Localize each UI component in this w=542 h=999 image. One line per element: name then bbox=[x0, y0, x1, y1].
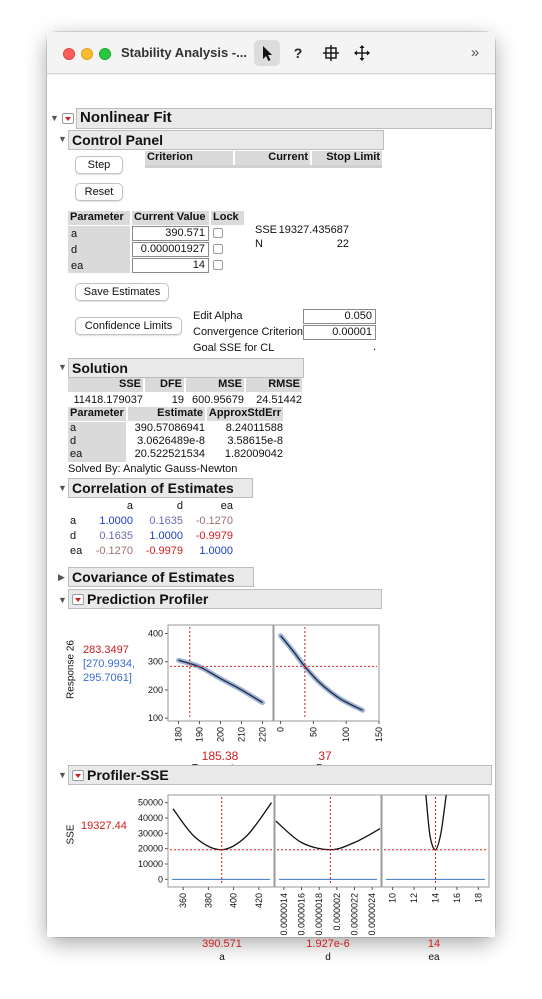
y-tick-label: 400 bbox=[147, 628, 163, 639]
corr-row-name: ea bbox=[70, 545, 83, 557]
ea-current-value[interactable]: 14 bbox=[427, 938, 441, 950]
corr-col-header: a bbox=[126, 500, 133, 512]
confidence-limits-button[interactable]: Confidence Limits bbox=[75, 317, 182, 335]
disclosure-open-icon[interactable]: ▼ bbox=[58, 770, 67, 780]
x-tick-label: 210 bbox=[236, 727, 247, 743]
plot-frame bbox=[274, 625, 379, 721]
solved-by-text: Solved By: Analytic Gauss-Newton bbox=[68, 463, 238, 475]
x-tick-label: 0.0000016 bbox=[296, 893, 307, 936]
disclosure-open-icon[interactable]: ▼ bbox=[58, 483, 67, 493]
d-axis-label: d bbox=[325, 952, 331, 963]
predicted-ci-high: 295.7061] bbox=[83, 672, 132, 684]
corr-row-name: d bbox=[70, 530, 77, 542]
report-content bbox=[47, 75, 495, 963]
current-value-header: Current Value bbox=[132, 211, 209, 225]
y-tick-label: 50000 bbox=[137, 797, 163, 808]
edit-alpha-label: Edit Alpha bbox=[193, 310, 243, 322]
edit-alpha-input[interactable]: 0.050 bbox=[303, 309, 376, 324]
x-tick-label: 100 bbox=[341, 727, 352, 743]
y-tick-label: 200 bbox=[147, 684, 163, 695]
parameter-col-header: Parameter bbox=[68, 407, 126, 421]
nonlinear-fit-header[interactable]: Nonlinear Fit bbox=[76, 108, 492, 129]
corr-value: 0.1635 bbox=[149, 515, 183, 527]
x-tick-label: 0.0000018 bbox=[314, 893, 325, 936]
move-icon[interactable] bbox=[349, 40, 375, 66]
response-ylabel: Response 26 bbox=[65, 640, 77, 699]
y-tick-label: 0 bbox=[157, 874, 163, 885]
profiler-sse-header[interactable]: Profiler-SSE bbox=[68, 765, 492, 785]
mse-col-header: MSE bbox=[186, 378, 244, 392]
temperature-current-value[interactable]: 185.38 bbox=[201, 749, 239, 763]
disclosure-open-icon[interactable]: ▼ bbox=[58, 362, 67, 372]
plot-frame bbox=[275, 795, 381, 887]
x-tick-label: 180 bbox=[173, 727, 184, 743]
convergence-criterion-input[interactable]: 0.00001 bbox=[303, 325, 376, 340]
stderr-value: 3.58615e-8 bbox=[227, 435, 283, 447]
x-tick-label: 400 bbox=[228, 893, 239, 909]
param-a-input[interactable]: 390.571 bbox=[132, 226, 209, 241]
criterion-header: Criterion bbox=[145, 151, 233, 165]
zoom-window-button[interactable] bbox=[99, 48, 111, 60]
lock-header: Lock bbox=[211, 211, 244, 225]
corr-col-header: ea bbox=[220, 500, 233, 512]
param-name: d bbox=[71, 244, 78, 256]
estimate-name: d bbox=[70, 435, 77, 447]
title-bar bbox=[47, 32, 495, 74]
current-header: Current bbox=[235, 151, 310, 165]
plot-frame bbox=[168, 625, 273, 721]
day-current-value[interactable]: 37 bbox=[318, 749, 332, 763]
x-tick-label: 10 bbox=[387, 893, 398, 904]
x-tick-label: 18 bbox=[473, 893, 484, 904]
more-toolbar-icon[interactable]: » bbox=[470, 44, 480, 61]
rmse-col-header: RMSE bbox=[246, 378, 302, 392]
a-axis-label: a bbox=[219, 952, 225, 963]
y-tick-label: 40000 bbox=[137, 813, 163, 823]
x-tick-label: 0.0000014 bbox=[278, 893, 289, 936]
corr-value: 1.0000 bbox=[149, 530, 183, 542]
covariance-header[interactable]: Covariance of Estimates bbox=[68, 567, 254, 587]
ea-axis-label: ea bbox=[428, 952, 440, 963]
estimate-value: 390.57086941 bbox=[134, 422, 205, 434]
y-tick-label: 100 bbox=[147, 713, 163, 724]
close-window-button[interactable] bbox=[63, 48, 75, 60]
sse-ylabel: SSE bbox=[65, 824, 77, 845]
y-tick-label: 300 bbox=[147, 656, 163, 667]
stderr-value: 8.24011588 bbox=[225, 422, 283, 434]
goal-sse-label: Goal SSE for CL bbox=[193, 342, 275, 354]
param-name: ea bbox=[71, 260, 84, 272]
save-estimates-button[interactable]: Save Estimates bbox=[75, 283, 169, 301]
goal-sse-value: . bbox=[372, 341, 376, 353]
estimate-col-header: Estimate bbox=[128, 407, 205, 421]
disclosure-open-icon[interactable]: ▼ bbox=[58, 595, 67, 605]
y-tick-label: 10000 bbox=[137, 859, 163, 869]
corr-value: 1.0000 bbox=[199, 545, 233, 557]
window-title: Stability Analysis -... bbox=[121, 45, 247, 60]
x-tick-label: 220 bbox=[257, 727, 268, 743]
x-tick-label: 420 bbox=[253, 893, 264, 909]
y-tick-label: 20000 bbox=[137, 843, 163, 854]
stderr-col-header: ApproxStdErr bbox=[208, 407, 281, 419]
param-d-input[interactable]: 0.000001927 bbox=[132, 242, 209, 257]
x-tick-label: 380 bbox=[203, 893, 214, 909]
n-label: N bbox=[255, 238, 263, 250]
corr-value: -0.1270 bbox=[95, 545, 133, 557]
y-tick-label: 30000 bbox=[137, 828, 163, 839]
param-name: a bbox=[71, 228, 78, 240]
sse-value: 11418.179037 bbox=[73, 394, 143, 406]
step-button[interactable]: Step bbox=[75, 156, 123, 174]
corr-value: -0.1270 bbox=[195, 515, 233, 527]
parameter-header: Parameter bbox=[68, 211, 130, 225]
correlation-header[interactable]: Correlation of Estimates bbox=[68, 478, 253, 498]
x-tick-label: 14 bbox=[430, 893, 441, 904]
dfe-col-header: DFE bbox=[145, 378, 184, 392]
estimate-value: 3.0626489e-8 bbox=[137, 435, 205, 447]
x-tick-label: 0.0000024 bbox=[367, 893, 378, 936]
sse-ylabel-wrap bbox=[65, 815, 79, 855]
x-tick-label: 0.0000022 bbox=[349, 893, 360, 936]
estimate-name: a bbox=[70, 422, 77, 434]
control-panel-header[interactable]: Control Panel bbox=[68, 130, 384, 150]
x-tick-label: 50 bbox=[308, 727, 319, 738]
x-tick-label: 150 bbox=[374, 727, 384, 743]
help-icon[interactable]: ? bbox=[293, 45, 303, 61]
x-tick-label: 0.000002 bbox=[331, 893, 342, 931]
n-value: 22 bbox=[336, 238, 349, 250]
corr-col-header: d bbox=[176, 500, 183, 512]
corr-value: -0.9979 bbox=[145, 545, 183, 557]
d-current-value[interactable]: 1.927e-6 bbox=[306, 938, 350, 950]
plot-frame bbox=[168, 795, 274, 887]
rmse-value: 24.51442 bbox=[256, 394, 302, 406]
predicted-ci-low: [270.9934, bbox=[83, 658, 135, 670]
dfe-value: 19 bbox=[171, 394, 184, 406]
x-tick-label: 16 bbox=[451, 893, 462, 904]
disclosure-open-icon[interactable]: ▼ bbox=[50, 113, 59, 123]
x-tick-label: 190 bbox=[194, 727, 205, 743]
x-tick-label: 12 bbox=[409, 893, 420, 904]
param-ea-input[interactable]: 14 bbox=[132, 258, 209, 273]
a-current-value[interactable]: 390.571 bbox=[202, 938, 242, 950]
estimate-value: 20.522521534 bbox=[134, 448, 205, 460]
convergence-criterion-label: Convergence Criterion bbox=[193, 326, 304, 338]
corr-value: -0.9979 bbox=[195, 530, 233, 542]
x-tick-label: 200 bbox=[215, 727, 226, 743]
sse-current-value: 19327.44 bbox=[81, 820, 127, 832]
mse-value: 600.95679 bbox=[192, 394, 244, 406]
red-triangle-menu-icon[interactable] bbox=[72, 770, 84, 781]
corr-value: 1.0000 bbox=[99, 515, 133, 527]
predicted-value: 283.3497 bbox=[83, 644, 129, 656]
app-window bbox=[47, 32, 495, 963]
reset-button[interactable]: Reset bbox=[75, 183, 123, 201]
sse-label: SSE bbox=[255, 224, 278, 236]
corr-value: 0.1635 bbox=[99, 530, 133, 542]
selection-icon[interactable] bbox=[318, 40, 344, 66]
prediction-profiler-header[interactable]: Prediction Profiler bbox=[68, 589, 382, 609]
sse-value: 19327.435687 bbox=[278, 224, 349, 236]
x-tick-label: 0 bbox=[275, 727, 286, 733]
disclosure-open-icon[interactable]: ▼ bbox=[58, 134, 67, 144]
corr-row-name: a bbox=[70, 515, 77, 527]
pointer-arrow-icon[interactable] bbox=[254, 40, 280, 66]
minimize-window-button[interactable] bbox=[81, 48, 93, 60]
stderr-value: 1.82009042 bbox=[224, 448, 283, 460]
profiler-plots-svg bbox=[47, 75, 495, 937]
stop-limit-header: Stop Limit bbox=[312, 151, 382, 165]
solution-header[interactable]: Solution bbox=[68, 358, 304, 378]
estimate-name: ea bbox=[70, 448, 83, 460]
sse-col-header: SSE bbox=[68, 378, 143, 392]
x-tick-label: 360 bbox=[178, 893, 189, 909]
disclosure-closed-icon[interactable]: ▶ bbox=[58, 572, 65, 582]
